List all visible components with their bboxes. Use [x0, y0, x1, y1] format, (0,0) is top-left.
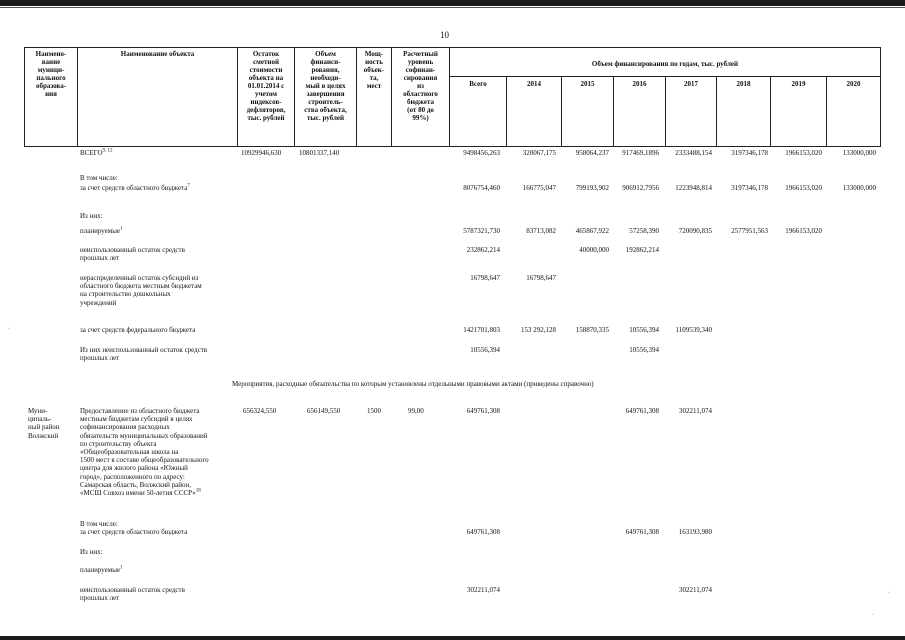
- object-sub-row-label: неиспользованный остаток средств прошлых лет: [80, 586, 185, 603]
- table-cell-value: 1421701,803: [463, 326, 500, 334]
- table-row-label: планируемые$^1$: [80, 226, 123, 235]
- scan-speck: ·: [888, 590, 890, 596]
- scan-speck: ·: [872, 612, 874, 618]
- table-cell-value: 9498456,263: [463, 149, 500, 157]
- header-top-rule: [24, 47, 881, 48]
- scan-top-line: [0, 7, 905, 8]
- section-heading: Мероприятия, расходные обязательства по которым установлены отдельными правовыми актами (приведены справочно): [232, 380, 594, 388]
- header-bottom-rule: [24, 146, 881, 147]
- header-municipality: Наимено- вание муници- пального образова- ния: [35, 50, 67, 98]
- header-level: Расчетный уровень софинан- сирования из областного бюджета (от 80 до 99%): [403, 50, 438, 122]
- table-row-label: Из них неиспользованный остаток средств прошлых лет: [80, 346, 208, 363]
- table-cell-value: 2577951,563: [731, 227, 768, 235]
- table-cell-value: 133000,000: [842, 149, 876, 157]
- object-capacity: 1500: [367, 407, 381, 415]
- table-cell-value: 10556,394: [629, 346, 659, 354]
- table-cell-value: 649761,308: [625, 528, 659, 536]
- table-cell-value: 3197346,178: [731, 184, 768, 192]
- table-cell-value: 649761,308: [625, 407, 659, 415]
- header-year-2018: 2018: [736, 80, 751, 88]
- total-volume: 10801337,140: [299, 149, 340, 157]
- header-years-group: Объем финансирования по годам, тыс. рублей: [591, 60, 739, 68]
- header-divider: [880, 47, 881, 147]
- header-year-2019: 2019: [791, 80, 806, 88]
- table-cell-value: 302211,074: [679, 586, 712, 594]
- table-cell-value: 1223948,814: [675, 184, 712, 192]
- page-number: 10: [440, 30, 449, 40]
- header-capacity: Мощ- ность объек- та, мест: [363, 50, 385, 90]
- table-cell-value: 720090,835: [678, 227, 712, 235]
- table-cell-value: 158870,335: [575, 326, 609, 334]
- table-cell-value: 153 292,128: [521, 326, 556, 334]
- table-cell-value: 1966153,020: [785, 184, 822, 192]
- object-description: Предоставление из областного бюджета местным бюджетам субсидий в целях софинансирования расходных обязательств муниципальных образований по строительству объекта «Общеобразовательная школа на 1500 мест в составе общеобразовательного центра для жилого района «Южный город», расположенного по адресу: Самарская область, Волжский район, «МСШ Совхоз имени 50-летия СССР»$^{18}$: [80, 407, 209, 498]
- table-cell-value: 133000,000: [842, 184, 876, 192]
- table-row-label: нераспределенный остаток субсидий из областного бюджета местным бюджетам на строительство дошкольных учреждений: [80, 274, 202, 307]
- table-row-label: В том числе:: [80, 174, 118, 182]
- table-cell-value: 302211,074: [679, 407, 712, 415]
- header-year-2015: 2015: [580, 80, 595, 88]
- table-row-label: за счет средств федерального бюджета: [80, 326, 196, 334]
- object-sub-row-label: планируемые$^1$: [80, 565, 123, 574]
- table-row-label: Из них:: [80, 212, 103, 220]
- table-cell-value: 1966153,020: [785, 227, 822, 235]
- table-cell-value: 649761,308: [466, 528, 500, 536]
- object-footnote: 18: [195, 488, 201, 494]
- table-cell-value: 906912,7956: [622, 184, 659, 192]
- footnote-marker: 1: [120, 226, 123, 232]
- header-remaining: Остаток сметной стоимости объекта на 01.01.2014 с учетом индексов- дефляторов, тыс. рублей: [246, 50, 286, 122]
- table-cell-value: 166775,047: [522, 184, 556, 192]
- scan-top-border: [0, 0, 905, 6]
- table-cell-value: 465867,922: [575, 227, 609, 235]
- table-cell-value: 2333488,154: [675, 149, 712, 157]
- table-row-label: за счет средств областного бюджета$^7$: [80, 183, 190, 192]
- footnote-marker: 1: [120, 565, 123, 571]
- table-cell-value: 1966153,020: [785, 149, 822, 157]
- footnote-marker: 7: [187, 183, 190, 189]
- table-cell-value: 10556,394: [629, 326, 659, 334]
- table-cell-value: 799193,902: [575, 184, 609, 192]
- table-cell-value: 649761,308: [466, 407, 500, 415]
- header-divider: [77, 47, 78, 147]
- footnote-marker: 9, 12: [102, 148, 113, 154]
- municipality-name: Муни- ципаль- ный район Волжский: [28, 407, 60, 440]
- object-sub-row-label: В том числе: за счет средств областного бюджета: [80, 520, 188, 537]
- table-cell-value: 958064,237: [575, 149, 609, 157]
- table-cell-value: 16798,647: [526, 274, 556, 282]
- header-year-total: Всего: [469, 80, 487, 88]
- table-cell-value: 3197346,178: [731, 149, 768, 157]
- table-cell-value: 10556,394: [470, 346, 500, 354]
- table-row-label: неиспользованный остаток средств прошлых лет: [80, 246, 185, 263]
- object-sub-row-label: Из них:: [80, 548, 103, 556]
- table-cell-value: 917469,1896: [622, 149, 659, 157]
- header-year-2014: 2014: [527, 80, 541, 88]
- object-volume: 656149,550: [307, 407, 341, 415]
- header-object: Наименование объекта: [120, 50, 195, 58]
- table-cell-value: 192862,214: [625, 246, 659, 254]
- header-year-2016: 2016: [632, 80, 647, 88]
- table-cell-value: 302211,074: [467, 586, 500, 594]
- header-year-2020: 2020: [846, 80, 861, 88]
- table-cell-value: 232862,214: [466, 246, 500, 254]
- table-cell-value: 5787321,730: [463, 227, 500, 235]
- table-cell-value: 40000,000: [579, 246, 609, 254]
- table-cell-value: 163193,980: [678, 528, 712, 536]
- table-cell-value: 8076754,460: [463, 184, 500, 192]
- header-volume: Объем финанси- рования, необходи- мый в целях завершения строитель- ства объекта, тыс. рублей: [304, 50, 347, 122]
- scan-speck: ·: [8, 326, 10, 332]
- table-row-label: ВСЕГО$^{9, 12}$: [80, 148, 113, 157]
- table-cell-value: 57258,390: [629, 227, 659, 235]
- table-cell-value: 1109539,340: [675, 326, 712, 334]
- object-level: 99,00: [408, 407, 424, 415]
- object-remaining: 656324,550: [243, 407, 277, 415]
- scan-bottom-border: [0, 636, 905, 640]
- total-remaining: 10929946,630: [241, 149, 282, 157]
- table-cell-value: 320067,175: [522, 149, 556, 157]
- header-year-2017: 2017: [684, 80, 698, 88]
- table-cell-value: 16798,647: [470, 274, 500, 282]
- table-cell-value: 83713,082: [526, 227, 556, 235]
